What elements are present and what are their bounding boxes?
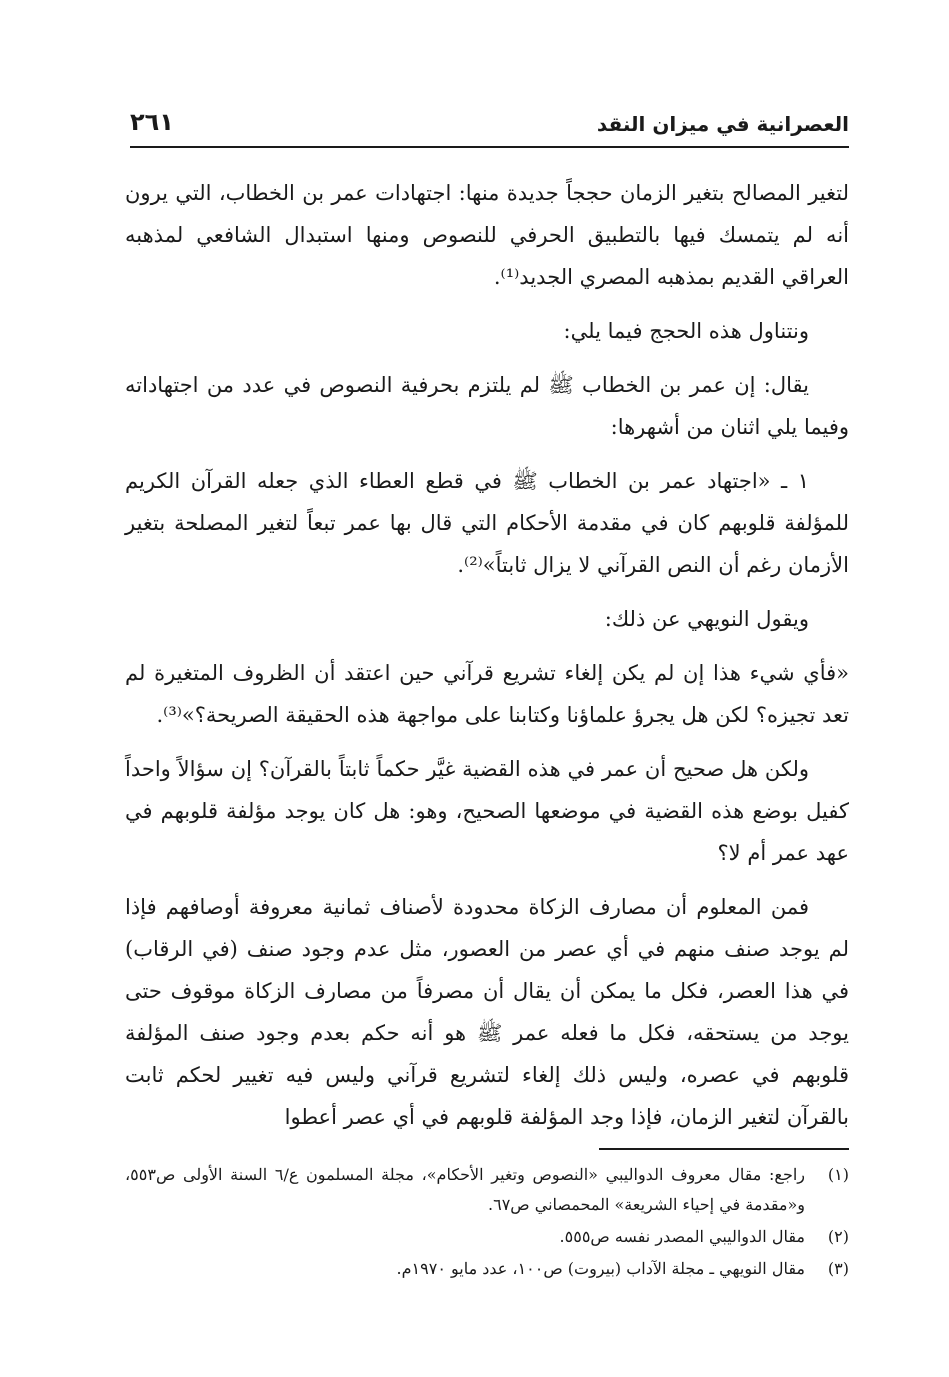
paragraph-8: فمن المعلوم أن مصارف الزكاة محدودة لأصناف ثمانية معروفة أوصافهم فإذا لم يوجد صنف منهم في أي عصر من العصور، مثل عدم وجود صنف (في الرقاب) في هذا العصر، فكل ما يمكن أن يقال أن مصرفاً من مصارف الزكاة موقوف حتى يوجد من يستحقه، فكل ما فعله عمر ﷺ هو أنه حكم بعدم وجود صنف المؤلفة قلوبهم في عصره، وليس ذلك إلغاء لتشريع قرآني وليس فيه تغيير لحكم ثابت بالقرآن لتغير الزمان، فإذا وجد المؤلفة قلوبهم في أي عصر أعطوا (125, 895, 849, 1129)
paragraph-4: ١ ـ «اجتهاد عمر بن الخطاب ﷺ في قطع العطاء الذي جعله القرآن الكريم للمؤلفة قلوبهم كان في مقدمة الأحكام التي قال بها عمر تبعاً لتغير المصلحة بتغير الأزمان رغم أن النص القرآني لا يزال ثابتاً»⁽²⁾. (125, 469, 849, 577)
footnote-item (125, 1160, 849, 1220)
footnote-text: مقال النويهي ـ مجلة الآداب (بيروت) ص١٠٠، عدد مايو ١٩٧٠م. (396, 1259, 805, 1278)
footnote-item (125, 1254, 849, 1284)
footnote-number: (١) (827, 1165, 849, 1184)
footnote-text: راجع: مقال معروف الدواليبي «النصوص وتغير الأحكام»، مجلة المسلمون ع/٦ السنة الأولى ص٥٥٣، و«مقدمة في إحياء الشريعة» المحمصاني ص٦٧. (125, 1165, 805, 1214)
footnote-number: (٣) (827, 1259, 849, 1278)
paragraph-6-quote: «فأي شيء هذا إن لم يكن إلغاء تشريع قرآني حين اعتقد أن الظروف المتغيرة لم تعد تجيزه؟ لكن هل يجرؤ علماؤنا وكتابنا على مواجهة هذه الحقيقة الصريحة؟»⁽³⁾. (125, 661, 849, 727)
footnote-item (125, 1222, 849, 1252)
running-title: العصرانية في ميزان النقد (596, 112, 849, 136)
footnote-text: مقال الدواليبي المصدر نفسه ص٥٥٥. (559, 1227, 805, 1246)
paragraph-3: يقال: إن عمر بن الخطاب ﷺ لم يلتزم بحرفية النصوص في عدد من اجتهاداته وفيما يلي اثنان من أشهرها: (125, 373, 849, 439)
paragraph-5: ويقول النويهي عن ذلك: (604, 607, 809, 631)
paragraph-1: لتغير المصالح بتغير الزمان حججاً جديدة منها: اجتهادات عمر بن الخطاب، التي يرون أنه لم يتمسك فيها بالتطبيق الحرفي للنصوص ومنها استبدال الشافعي لمذهبه العراقي القديم بمذهبه المصري الجديد⁽¹⁾. (125, 181, 849, 289)
footnotes (125, 1160, 849, 1286)
paragraph-2: ونتناول هذه الحجج فيما يلي: (563, 319, 809, 343)
footnote-rule (599, 1148, 849, 1150)
running-header (130, 108, 849, 144)
page-number: ٢٦١ (130, 108, 174, 136)
header-rule (130, 146, 849, 148)
paragraph-7: ولكن هل صحيح أن عمر في هذه القضية غيَّر حكماً ثابتاً بالقرآن؟ إن سؤالاً واحداً كفيل بوضع هذه القضية في موضعها الصحيح، وهو: هل كان يوجد مؤلفة قلوبهم في عهد عمر أم لا؟ (125, 757, 849, 865)
footnote-number: (٢) (827, 1227, 849, 1246)
body-text (125, 172, 849, 1150)
